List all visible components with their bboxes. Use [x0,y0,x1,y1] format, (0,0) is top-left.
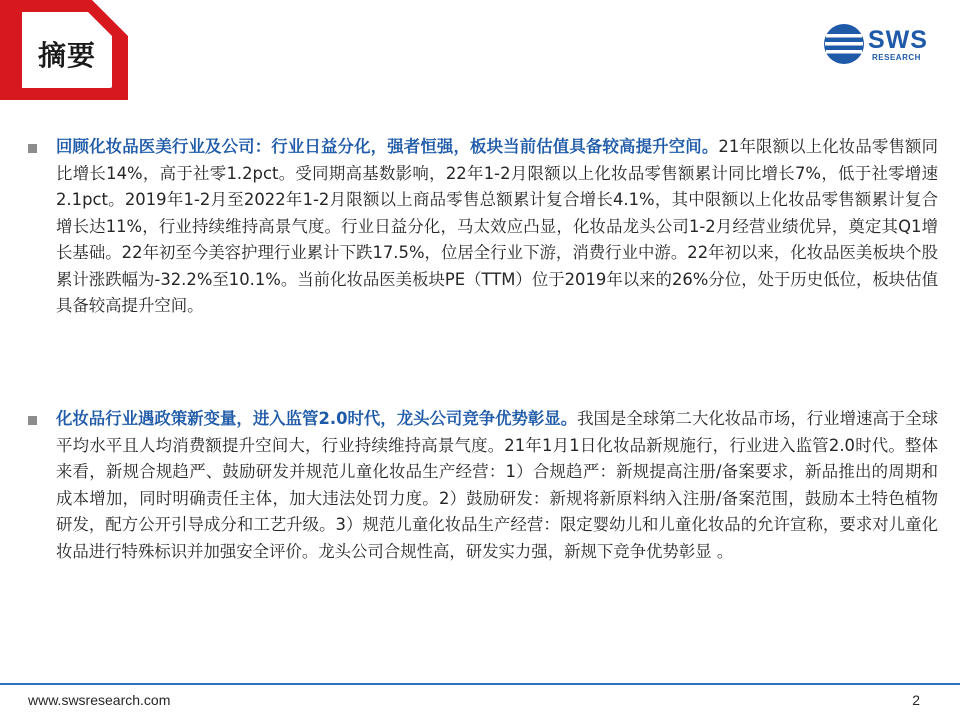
section-body: 21年限额以上化妆品零售额同比增长14%，高于社零1.2pct。受同期高基数影响，22年1-2月限额以上化妆品零售额累计同比增长7%，低于社零增速2.1pct。2019年1-2月至2022年1-2月限额以上商品零售总额累计复合增长4.1%，其中限额以上化妆品零售额累计复合增长达11%，行业持续维持高景气度。行业日益分化，马太效应凸显，化妆品龙头公司1-2月经营业绩优异，奠定其Q1增长基础。22年初至今美容护理行业累计下跌17.5%，位居全行业下游，消费行业中游。22年初以来，化妆品医美板块个股累计涨跌幅为-32.2%至10.1%。当前化妆品医美板块PE（TTM）位于2019年以来的26%分位，处于历史低位，板块估值具备较高提升空间。 [56,137,939,315]
summary-section-2 [28,406,938,565]
footer-url-link[interactable]: www.swsresearch.com [28,692,171,708]
square-bullet-icon [28,416,37,425]
logo-wordmark: SWS [868,26,928,54]
section-lead: 回顾化妆品医美行业及公司：行业日益分化，强者恒强，板块当前估值具备较高提升空间。 [56,137,719,156]
logo-emblem-icon [822,22,866,66]
summary-section-1 [28,134,938,320]
section-lead: 化妆品行业遇政策新变量，进入监管2.0时代，龙头公司竞争优势彰显。 [56,409,578,428]
section-body: 我国是全球第二大化妆品市场，行业增速高于全球平均水平且人均消费额提升空间大，行业持续维持高景气度。21年1月1日化妆品新规施行，行业进入监管2.0时代。整体来看，新规合规趋严、鼓励研发并规范儿童化妆品生产经营：1）合规趋严：新规提高注册/备案要求，新品推出的周期和成本增加，同时明确责任主体，加大违法处罚力度。2）鼓励研发：新规将新原料纳入注册/备案范围，鼓励本土特色植物研发，配方公开引导成分和工艺升级。3）规范儿童化妆品生产经营：限定婴幼儿和儿童化妆品的允许宣称，要求对儿童化妆品进行特殊标识并加强安全评价。龙头公司合规性高，研发实力强，新规下竞争优势彰显 。 [56,409,938,561]
summary-paragraph [56,134,938,320]
page-title: 摘要 [38,39,97,72]
square-bullet-icon [28,144,37,153]
page-number: 2 [912,692,920,708]
summary-paragraph [56,406,938,565]
sws-logo [822,22,942,66]
logo-subtext: RESEARCH [872,53,921,62]
footer-divider [0,683,960,685]
